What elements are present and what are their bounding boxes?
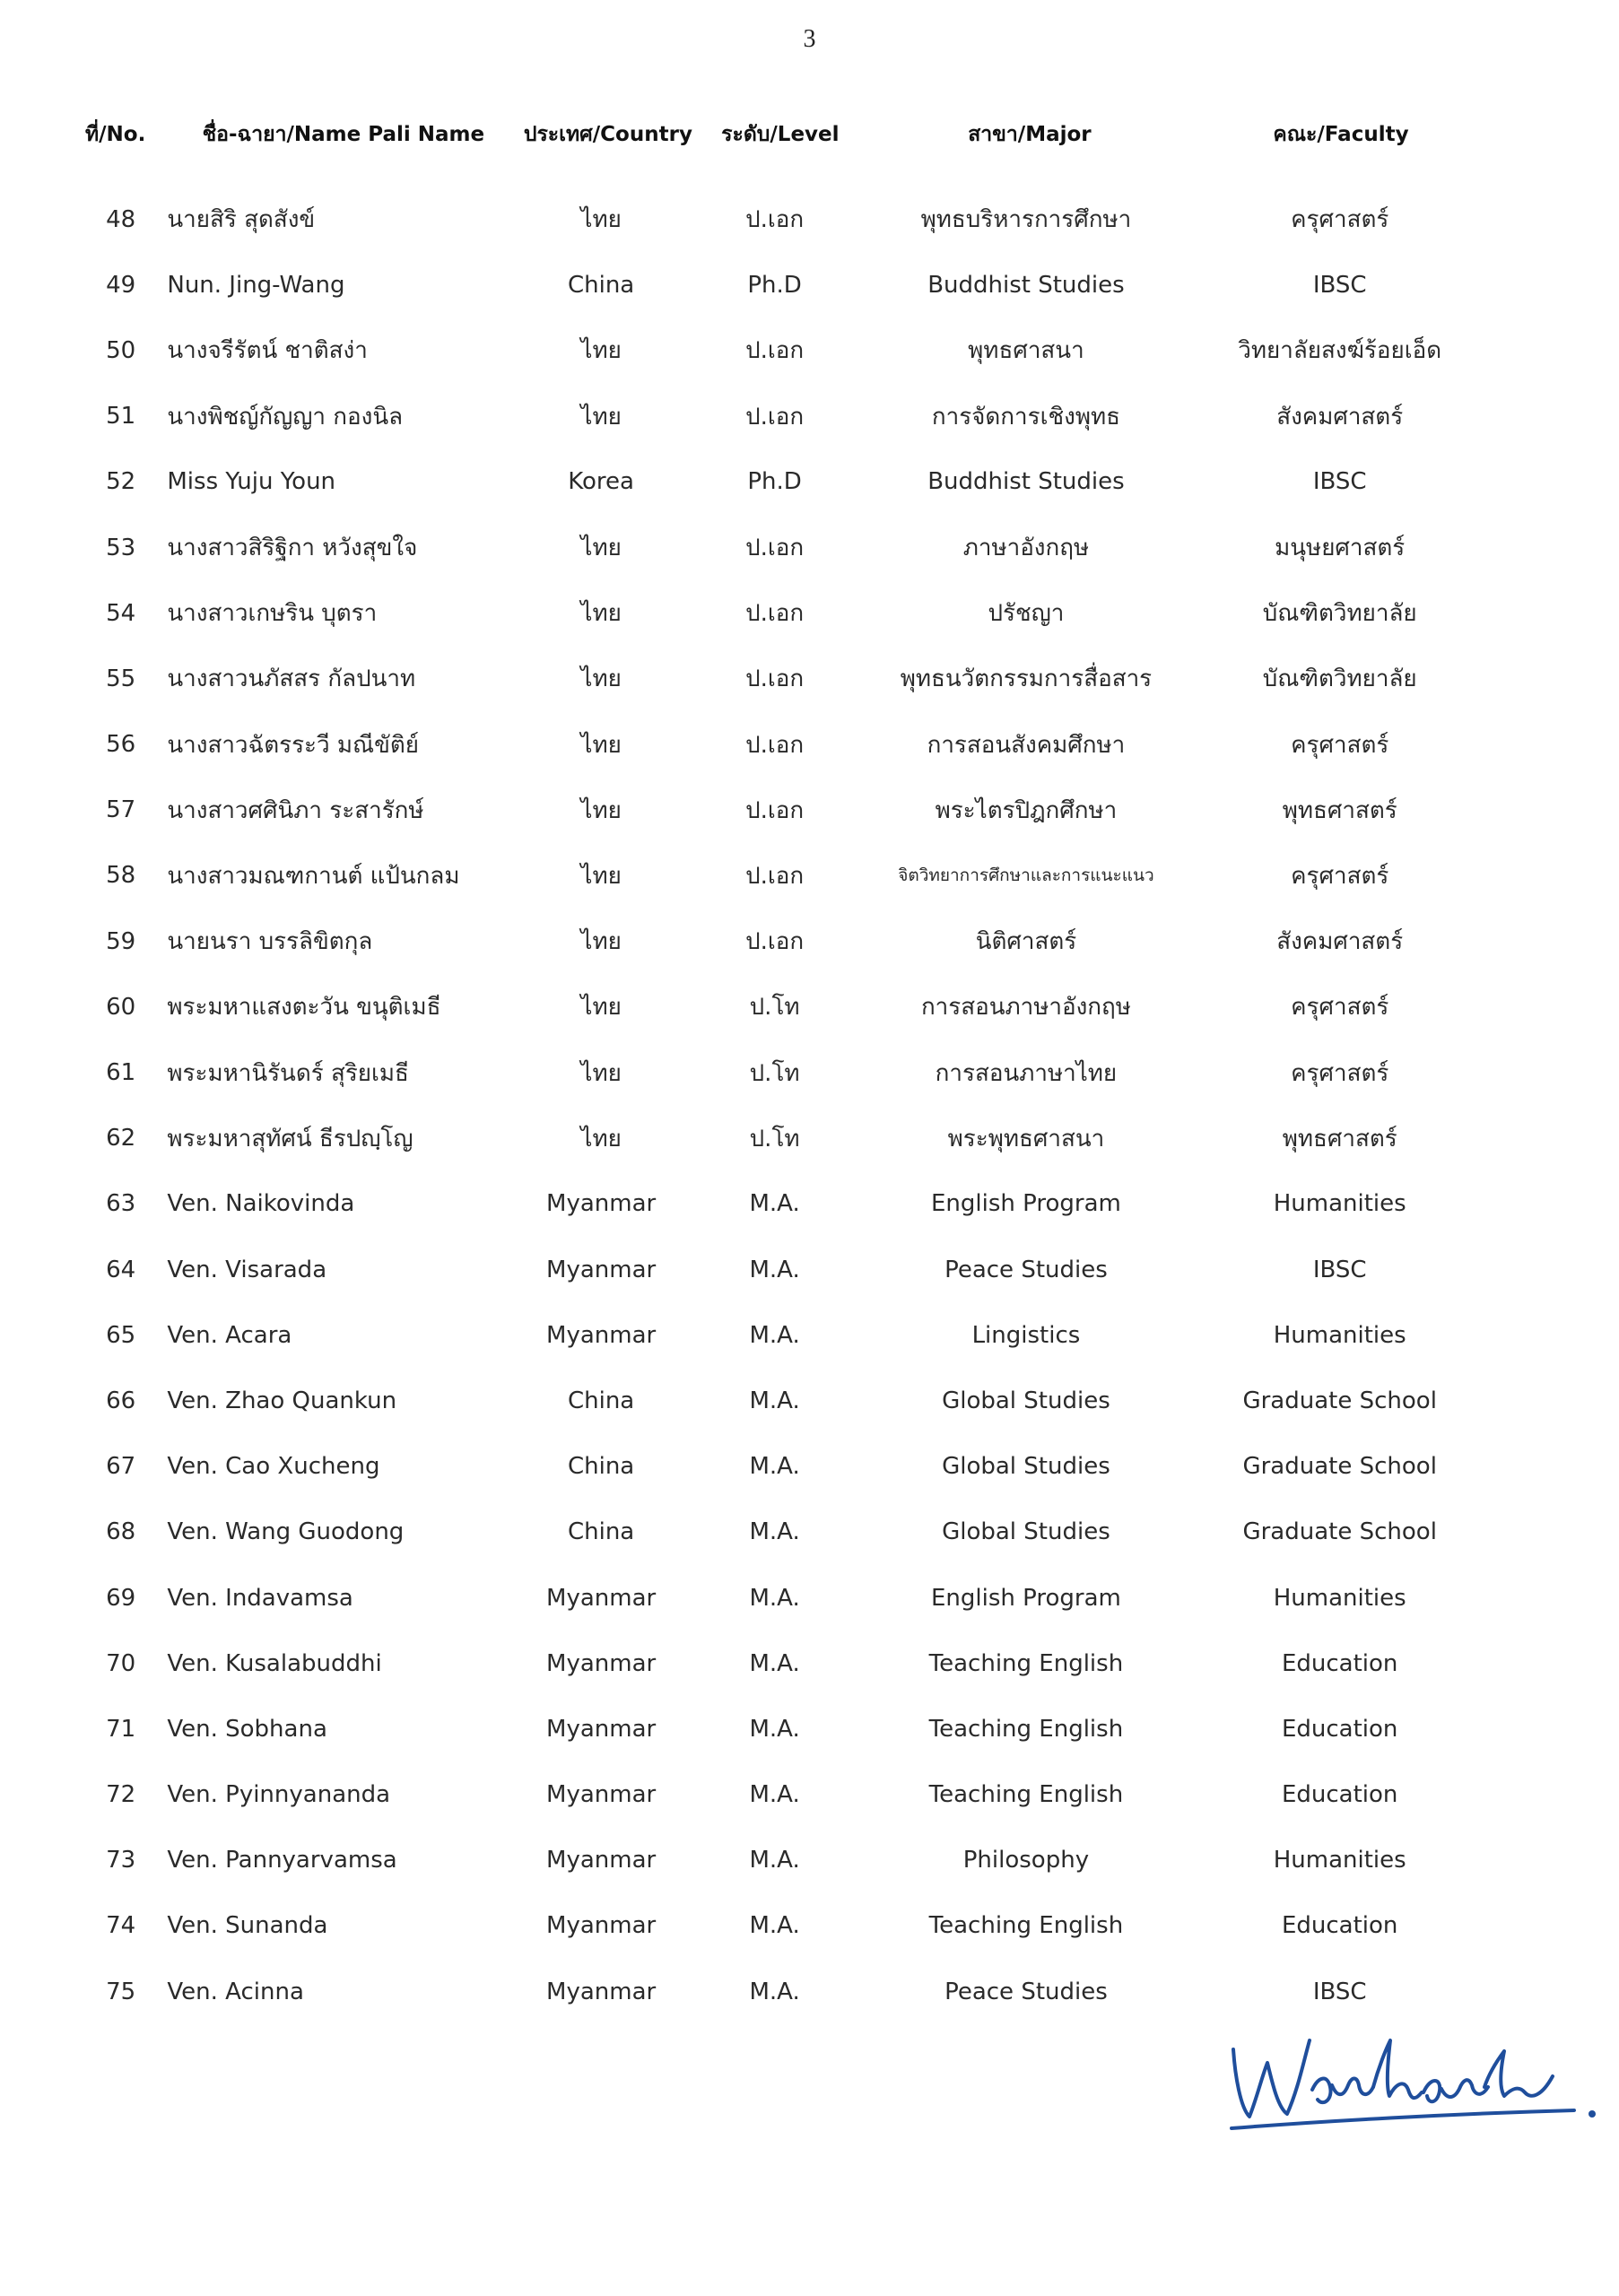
cell-country: ไทย [580,535,622,562]
cell-country: Korea [568,468,634,496]
cell-country: ไทย [580,1125,622,1152]
cell-faculty: ครุศาสตร์ [1291,731,1389,759]
cell-name: Ven. Indavamsa [167,1584,353,1612]
cell-no: 69 [106,1584,136,1612]
cell-major: English Program [931,1190,1121,1218]
cell-faculty: บัณฑิตวิทยาลัย [1262,665,1417,693]
cell-level: ป.เอก [745,928,805,956]
cell-level: ป.เอก [745,796,805,824]
cell-no: 55 [106,665,136,692]
cell-name: Ven. Wang Guodong [167,1518,405,1546]
cell-faculty: Humanities [1273,1584,1406,1612]
cell-faculty: บัณฑิตวิทยาลัย [1262,600,1417,628]
cell-country: ไทย [580,994,622,1022]
cell-name: Ven. Acinna [167,1978,304,2005]
cell-country: China [567,1518,635,1546]
cell-faculty: Graduate School [1242,1518,1437,1546]
cell-name: Miss Yuju Youn [167,468,336,496]
cell-major: พระพุทธศาสนา [947,1125,1105,1152]
student-roster-table [85,109,1480,2024]
cell-name: Ven. Pannyarvamsa [167,1847,397,1874]
cell-major: พุทธบริหารการศึกษา [920,206,1132,234]
cell-level: M.A. [749,1912,800,1940]
cell-no: 64 [106,1256,136,1283]
cell-no: 72 [106,1781,136,1809]
cell-faculty: ครุศาสตร์ [1291,862,1389,890]
cell-major: Peace Studies [944,1256,1108,1283]
cell-name: นางสาวศศินิภา ระสารักษ์ [167,796,424,824]
cell-name: นางสาวฉัตรระวี มณีขัติย์ [167,731,420,759]
cell-no: 56 [106,731,136,759]
cell-country: ไทย [580,337,622,365]
cell-country: ไทย [580,862,622,890]
cell-major: Buddhist Studies [927,271,1125,299]
cell-major: พุทธศาสนา [968,337,1084,365]
cell-major: พระไตรปิฎกศึกษา [935,796,1118,824]
cell-name: Ven. Sobhana [167,1715,327,1743]
cell-no: 53 [106,534,136,561]
cell-level: M.A. [749,1978,800,2005]
cell-faculty: Humanities [1273,1190,1406,1218]
cell-country: China [567,1387,635,1414]
cell-name: Ven. Kusalabuddhi [167,1649,382,1677]
cell-faculty: สังคมศาสตร์ [1276,403,1404,430]
table-row [85,580,1480,646]
cell-name: Ven. Naikovinda [167,1190,355,1218]
cell-no: 74 [106,1912,136,1940]
cell-no: 57 [106,796,136,824]
table-row [85,712,1480,778]
cell-level: M.A. [749,1781,800,1809]
cell-country: ไทย [580,928,622,956]
cell-level: M.A. [749,1518,800,1546]
table-row [85,1762,1480,1828]
cell-faculty: พุทธศาสตร์ [1282,1125,1397,1152]
cell-faculty: วิทยาลัยสงฆ์ร้อยเอ็ด [1238,337,1442,365]
cell-major: การจัดการเชิงพุทธ [931,403,1120,430]
table-row [85,646,1480,711]
table-row [85,909,1480,974]
cell-major: Teaching English [928,1649,1124,1677]
header-country: ประเทศ/Country [523,123,692,146]
cell-major: การสอนภาษาไทย [935,1059,1118,1087]
table-row [85,1171,1480,1237]
cell-level: M.A. [749,1847,800,1874]
cell-level: M.A. [749,1453,800,1481]
cell-level: M.A. [749,1190,800,1218]
cell-major: Global Studies [942,1453,1110,1481]
cell-no: 61 [106,1059,136,1087]
cell-level: ป.เอก [745,535,805,562]
cell-faculty: Education [1281,1715,1398,1743]
cell-faculty: Graduate School [1242,1453,1437,1481]
cell-no: 63 [106,1190,136,1218]
cell-faculty: ครุศาสตร์ [1291,1059,1389,1087]
cell-level: M.A. [749,1649,800,1677]
cell-country: China [567,1453,635,1481]
table-row [85,1696,1480,1761]
cell-name: พระมหาแสงตะวัน ขนุติเมธี [167,994,441,1022]
cell-faculty: Education [1281,1781,1398,1809]
cell-faculty: สังคมศาสตร์ [1276,928,1404,956]
cell-name: Ven. Visarada [167,1256,327,1283]
cell-name: นางจรีรัตน์ ชาติสง่า [167,337,368,365]
table-row [85,515,1480,580]
table-row [85,1302,1480,1368]
cell-faculty: มนุษยศาสตร์ [1275,535,1406,562]
cell-no: 59 [106,927,136,955]
cell-major: Peace Studies [944,1978,1108,2005]
cell-faculty: ครุศาสตร์ [1291,994,1389,1022]
cell-faculty: พุทธศาสตร์ [1282,796,1397,824]
cell-major: พุทธนวัตกรรมการสื่อสาร [900,665,1153,693]
cell-level: ป.เอก [745,337,805,365]
cell-major: Teaching English [928,1912,1124,1940]
cell-faculty: IBSC [1312,1978,1367,2005]
cell-major: Teaching English [928,1781,1124,1809]
cell-name: พระมหานิรันดร์ สุริยเมธี [167,1059,409,1087]
table-row [85,1828,1480,1893]
cell-level: ป.เอก [745,665,805,693]
cell-no: 51 [106,403,136,430]
table-row [85,384,1480,449]
table-row [85,1631,1480,1696]
header-major: สาขา/Major [968,123,1092,146]
cell-country: ไทย [580,403,622,430]
table-row [85,252,1480,317]
cell-name: Ven. Sunanda [167,1912,328,1940]
cell-name: นางสาวสิริฐิกา หวังสุขใจ [167,535,418,562]
table-row [85,1106,1480,1171]
cell-no: 71 [106,1715,136,1743]
cell-no: 68 [106,1518,136,1546]
table-header-row [85,109,1480,160]
header-faculty: คณะ/Faculty [1273,123,1409,146]
cell-no: 49 [106,271,136,299]
cell-name: Nun. Jing-Wang [167,271,345,299]
table-row [85,187,1480,252]
table-row [85,449,1480,515]
cell-level: ป.เอก [745,862,805,890]
cell-no: 52 [106,468,136,496]
cell-faculty: ครุศาสตร์ [1291,206,1389,234]
cell-no: 66 [106,1387,136,1414]
cell-major: Global Studies [942,1518,1110,1546]
cell-faculty: Education [1281,1649,1398,1677]
cell-no: 70 [106,1649,136,1677]
cell-name: Ven. Zhao Quankun [167,1387,397,1414]
cell-level: Ph.D [747,468,802,496]
cell-country: Myanmar [546,1256,657,1283]
cell-level: ป.โท [749,1125,800,1152]
cell-faculty: IBSC [1312,468,1367,496]
cell-country: ไทย [580,731,622,759]
cell-level: M.A. [749,1584,800,1612]
table-row [85,1237,1480,1302]
cell-level: M.A. [749,1256,800,1283]
cell-name: Ven. Cao Xucheng [167,1453,380,1481]
cell-level: M.A. [749,1321,800,1349]
cell-country: Myanmar [546,1649,657,1677]
cell-name: Ven. Pyinnyananda [167,1781,391,1809]
cell-no: 67 [106,1453,136,1481]
cell-country: Myanmar [546,1912,657,1940]
cell-major: จิตวิทยาการศึกษาและการแนะแนว [898,865,1154,886]
cell-major: Teaching English [928,1715,1124,1743]
cell-country: Myanmar [546,1781,657,1809]
cell-name: นางสาวมณฑกานต์ แป้นกลม [167,862,460,890]
cell-name: นางสาวเกษริน บุตรา [167,600,378,628]
table-row [85,843,1480,909]
cell-no: 54 [106,599,136,627]
cell-country: ไทย [580,206,622,234]
cell-country: Myanmar [546,1190,657,1218]
table-row [85,317,1480,383]
table-row [85,1039,1480,1105]
table-body [85,187,1480,2024]
cell-major: Lingistics [971,1321,1081,1349]
table-row [85,1368,1480,1433]
cell-level: ป.เอก [745,731,805,759]
cell-major: ปรัชญา [988,600,1065,628]
header-level: ระดับ/Level [721,123,840,146]
cell-country: Myanmar [546,1847,657,1874]
cell-name: นางสาวนภัสสร กัลปนาท [167,665,416,693]
cell-level: ป.เอก [745,403,805,430]
signature [1215,2013,1610,2148]
cell-level: ป.โท [749,1059,800,1087]
cell-major: นิติศาสตร์ [975,928,1077,956]
cell-level: Ph.D [747,271,802,299]
cell-country: Myanmar [546,1321,657,1349]
cell-name: นางพิชญ์กัญญา กองนิล [167,403,404,430]
cell-faculty: Graduate School [1242,1387,1437,1414]
cell-country: ไทย [580,600,622,628]
cell-no: 75 [106,1978,136,2005]
cell-name: พระมหาสุทัศน์ ธีรปญฺโญ [167,1125,413,1152]
cell-no: 62 [106,1125,136,1152]
cell-major: Buddhist Studies [927,468,1125,496]
table-row [85,974,1480,1039]
cell-major: Global Studies [942,1387,1110,1414]
cell-faculty: Education [1281,1912,1398,1940]
cell-country: ไทย [580,796,622,824]
table-row [85,1893,1480,1959]
cell-major: English Program [931,1584,1121,1612]
header-no: ที่/No. [85,123,146,146]
cell-country: Myanmar [546,1715,657,1743]
cell-no: 50 [106,336,136,364]
table-row [85,1434,1480,1500]
cell-level: ป.เอก [745,600,805,628]
cell-no: 65 [106,1321,136,1349]
cell-country: Myanmar [546,1978,657,2005]
cell-country: ไทย [580,665,622,693]
table-row [85,1500,1480,1565]
table-row [85,1565,1480,1631]
table-row [85,778,1480,843]
cell-no: 73 [106,1847,136,1874]
cell-faculty: Humanities [1273,1847,1406,1874]
cell-major: Philosophy [962,1847,1090,1874]
cell-level: M.A. [749,1387,800,1414]
cell-level: M.A. [749,1715,800,1743]
cell-no: 60 [106,993,136,1021]
cell-major: ภาษาอังกฤษ [962,535,1090,562]
cell-major: การสอนภาษาอังกฤษ [920,994,1131,1022]
cell-faculty: IBSC [1312,271,1367,299]
cell-name: นายสิริ สุดสังข์ [167,206,316,234]
cell-country: China [567,271,635,299]
cell-name: Ven. Acara [167,1321,292,1349]
cell-country: Myanmar [546,1584,657,1612]
cell-no: 48 [106,205,136,233]
cell-country: ไทย [580,1059,622,1087]
cell-level: ป.เอก [745,206,805,234]
cell-no: 58 [106,862,136,890]
cell-level: ป.โท [749,994,800,1022]
cell-major: การสอนสังคมศึกษา [927,731,1126,759]
cell-faculty: IBSC [1312,1256,1367,1283]
header-name: ชื่อ-ฉายา/Name Pali Name [202,123,485,146]
cell-name: นายนรา บรรลิขิตกุล [167,928,373,956]
page-number: 3 [803,25,816,53]
cell-faculty: Humanities [1273,1321,1406,1349]
